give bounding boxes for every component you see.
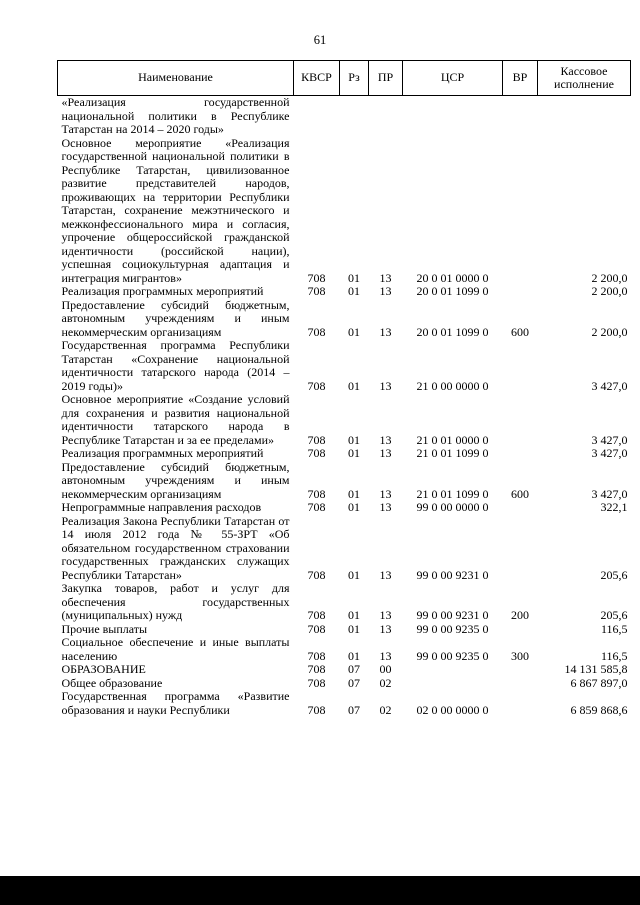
header-row [58, 61, 631, 96]
table-row [58, 663, 631, 677]
cell-amount: 2 200,0 [591, 324, 628, 339]
cell-pr: 13 [379, 648, 392, 663]
cell-name: Социальное обеспечение и иные выплаты населению [61, 635, 290, 663]
cell-kvsr: 708 [307, 432, 326, 447]
cell-rz: 01 [348, 648, 360, 663]
cell-rz: 01 [348, 284, 360, 298]
cell-pr: 02 [379, 702, 392, 717]
table-row [58, 339, 631, 393]
cell-name: ОБРАЗОВАНИЕ [61, 662, 146, 676]
cell-amount: 14 131 585,8 [564, 662, 628, 676]
cell-name: Реализация программных мероприятий [61, 446, 264, 460]
table-row [58, 677, 631, 691]
table-row [58, 137, 631, 286]
table-row [58, 447, 631, 461]
cell-vr [503, 137, 538, 286]
cell-pr: 13 [379, 621, 392, 636]
cell-csr: 99 0 00 9235 0 [416, 621, 489, 636]
cell-vr: 300 [511, 648, 529, 663]
cell-vr: 200 [511, 608, 529, 622]
table-row [58, 582, 631, 623]
cell-name: Основное мероприятие «Реализация государственной национальной политики в Республике Татарстан, цивилизованное развитие представителей народов, проживающих на территории Республики Татарстан, сохранение межэтнического и межконфессионального мира и согласия, упрочение общероссийской гражданской идентичности (российской нации), успешная социокультурная адаптация и интеграция мигрантов» [61, 135, 290, 285]
cell-kvsr: 708 [307, 675, 326, 690]
cell-pr: 13 [379, 324, 392, 339]
cell-amount [538, 96, 631, 137]
header-vr: ВР [503, 61, 538, 96]
budget-table [57, 60, 631, 717]
cell-amount: 116,5 [600, 648, 628, 663]
cell-rz: 01 [348, 621, 360, 636]
cell-kvsr: 708 [307, 486, 326, 501]
header-amount: Кассовое исполнение [538, 61, 631, 96]
cell-name: Прочие выплаты [61, 621, 148, 636]
cell-amount: 205,6 [600, 608, 628, 622]
cell-kvsr: 708 [307, 284, 326, 298]
cell-csr: 20 0 01 1099 0 [416, 324, 489, 339]
cell-kvsr: 708 [307, 446, 326, 460]
table-row [58, 501, 631, 515]
table-row [58, 285, 631, 299]
cell-csr: 21 0 01 1099 0 [416, 486, 489, 501]
table-row [58, 461, 631, 502]
cell-kvsr: 708 [307, 702, 326, 717]
cell-csr: 99 0 00 9235 0 [416, 648, 489, 663]
cell-pr: 02 [379, 675, 392, 690]
cell-name: Государственная программа «Развитие образования и науки Республики [61, 689, 290, 717]
cell-kvsr: 708 [307, 621, 326, 636]
cell-csr: 02 0 00 0000 0 [416, 702, 489, 717]
cell-csr: 21 0 00 0000 0 [416, 378, 489, 393]
cell-vr [503, 339, 538, 393]
cell-amount: 116,5 [600, 621, 628, 636]
cell-kvsr: 708 [307, 567, 326, 582]
page-number: 61 [313, 33, 327, 47]
cell-name: Общее образование [61, 675, 163, 690]
table-row [58, 690, 631, 717]
cell-vr [503, 447, 538, 461]
cell-csr: 21 0 01 0000 0 [416, 432, 489, 447]
cell-kvsr: 708 [307, 648, 326, 663]
cell-rz: 01 [348, 486, 360, 501]
cell-vr: 600 [511, 324, 529, 339]
table-row [58, 96, 631, 137]
cell-amount: 322,1 [600, 500, 628, 514]
cell-name: Основное мероприятие «Создание условий для сохранения и развития национальной идентичности татарского народа в Республике Татарстан и за ее пределами» [61, 392, 290, 447]
cell-amount: 3 427,0 [591, 486, 628, 501]
cell-pr: 13 [379, 446, 392, 460]
table-row [58, 636, 631, 663]
cell-vr [503, 677, 538, 691]
table-row [58, 393, 631, 447]
cell-vr: 600 [511, 486, 529, 501]
header-csr: ЦСР [403, 61, 503, 96]
header-name: Наименование [58, 61, 294, 96]
cell-pr: 13 [379, 432, 392, 447]
cell-pr: 00 [379, 662, 392, 676]
cell-pr: 13 [379, 608, 392, 622]
cell-rz: 01 [348, 378, 360, 393]
cell-csr [403, 663, 503, 677]
cell-rz: 01 [348, 270, 360, 285]
scan-bottom-border [0, 876, 640, 905]
cell-kvsr: 708 [307, 324, 326, 339]
cell-rz: 01 [348, 608, 360, 622]
cell-kvsr: 708 [307, 662, 326, 676]
cell-name: Предоставление субсидий бюджетным, автономным учреждениям и иным некоммерческим организациям [61, 459, 290, 501]
cell-name: Предоставление субсидий бюджетным, автономным учреждениям и иным некоммерческим организациям [61, 297, 290, 339]
header-kvsr: КВСР [294, 61, 340, 96]
cell-csr: 99 0 00 0000 0 [416, 500, 489, 514]
table-row [58, 623, 631, 637]
cell-amount: 6 859 868,6 [570, 702, 628, 717]
cell-amount: 3 427,0 [591, 378, 628, 393]
cell-vr [503, 285, 538, 299]
cell-vr [503, 96, 538, 137]
cell-name: Реализация программных мероприятий [61, 284, 264, 298]
cell-amount: 2 200,0 [591, 284, 628, 298]
cell-vr [503, 690, 538, 717]
cell-rz: 01 [348, 446, 360, 460]
cell-name: Реализация Закона Республики Татарстан от 14 июля 2012 года № 55-ЗРТ «Об обязательном государственном страховании государственных гражданских служащих Республики Татарстан» [61, 513, 290, 582]
header-pr: ПР [369, 61, 403, 96]
cell-name: Государственная программа Республики Татарстан «Сохранение национальной идентичности татарского народа (2014 – 2019 годы)» [61, 338, 290, 393]
cell-pr: 13 [379, 270, 392, 285]
cell-rz: 07 [348, 702, 360, 717]
header-rz: Рз [340, 61, 369, 96]
cell-csr: 20 0 01 0000 0 [416, 270, 489, 285]
cell-kvsr: 708 [307, 500, 326, 514]
cell-rz [340, 96, 369, 137]
cell-csr: 20 0 01 1099 0 [416, 284, 489, 298]
cell-pr: 13 [379, 567, 392, 582]
cell-rz: 01 [348, 324, 360, 339]
cell-csr: 99 0 00 9231 0 [416, 608, 489, 622]
cell-vr [503, 501, 538, 515]
cell-amount: 2 200,0 [591, 270, 628, 285]
cell-pr: 13 [379, 378, 392, 393]
table-row [58, 299, 631, 340]
cell-name: Непрограммные направления расходов [61, 500, 262, 514]
cell-vr [503, 393, 538, 447]
cell-rz: 01 [348, 567, 360, 582]
cell-csr: 99 0 00 9231 0 [416, 567, 489, 582]
cell-pr [369, 96, 403, 137]
cell-amount: 6 867 897,0 [570, 675, 628, 690]
cell-kvsr: 708 [307, 608, 326, 622]
cell-rz: 01 [348, 432, 360, 447]
cell-name: «Реализация государственной национальной политики в Республике Татарстан на 2014 – 2020 годы» [61, 95, 290, 136]
cell-csr: 21 0 01 1099 0 [416, 446, 489, 460]
cell-amount: 205,6 [600, 567, 628, 582]
cell-pr: 13 [379, 486, 392, 501]
cell-kvsr: 708 [307, 378, 326, 393]
table-row [58, 515, 631, 583]
cell-vr [503, 515, 538, 583]
cell-rz: 01 [348, 500, 360, 514]
cell-csr [403, 677, 503, 691]
cell-pr: 13 [379, 500, 392, 514]
cell-rz: 07 [348, 675, 360, 690]
cell-csr [403, 96, 503, 137]
cell-amount: 3 427,0 [591, 446, 628, 460]
cell-vr [503, 623, 538, 637]
cell-kvsr: 708 [307, 270, 326, 285]
cell-amount: 3 427,0 [591, 432, 628, 447]
cell-name: Закупка товаров, работ и услуг для обеспечения государственных (муниципальных) нужд [61, 581, 290, 622]
cell-kvsr [294, 96, 340, 137]
cell-rz: 07 [348, 662, 360, 676]
cell-vr [503, 663, 538, 677]
cell-pr: 13 [379, 284, 392, 298]
